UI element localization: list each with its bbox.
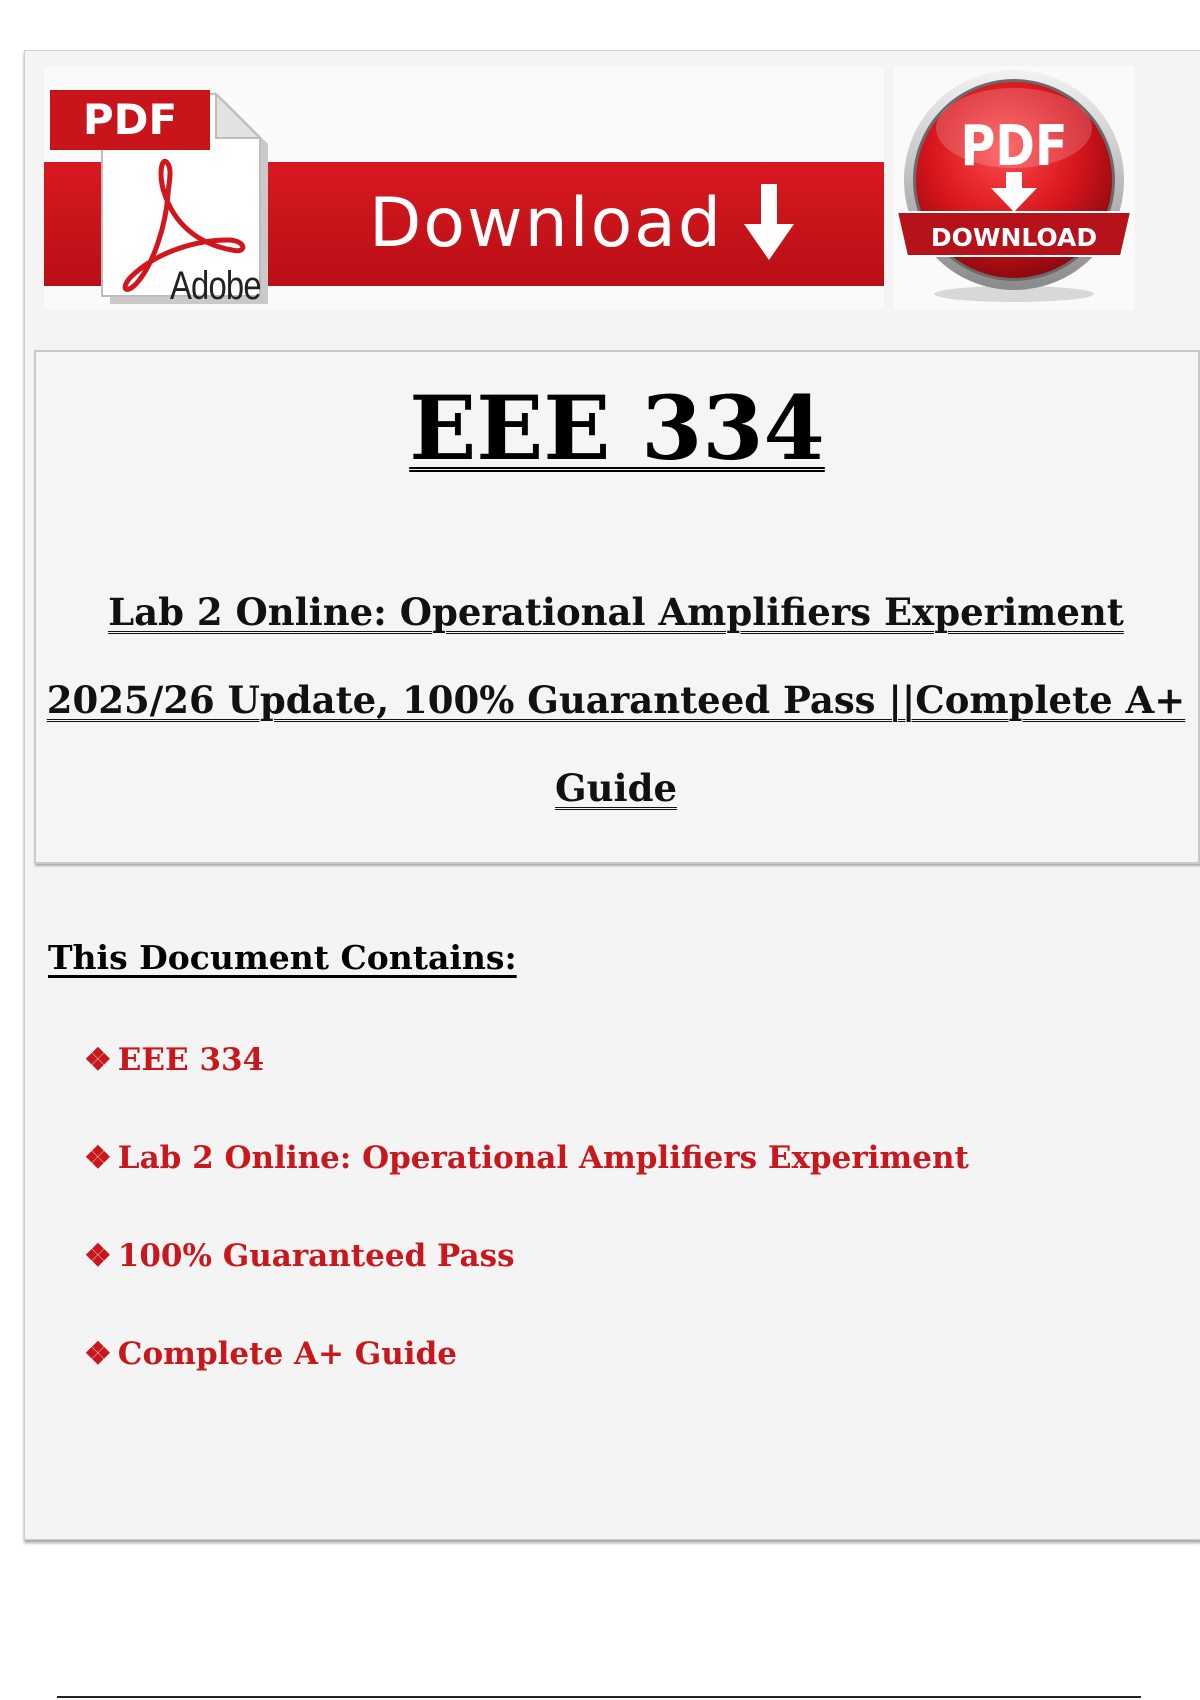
contents-heading: This Document Contains: xyxy=(48,938,517,977)
document-title-line-3: Guide xyxy=(555,766,677,810)
banner-download-label: Download xyxy=(369,184,724,263)
adobe-wordmark: Adobe xyxy=(170,264,261,308)
pdf-download-badge[interactable] xyxy=(893,66,1135,310)
title-box xyxy=(34,350,1200,864)
download-banner[interactable] xyxy=(44,66,884,310)
diamond-bullet-icon: ❖ xyxy=(84,1336,112,1372)
course-code-heading: EEE 334 xyxy=(409,376,825,480)
document-title-line-1: Lab 2 Online: Operational Amplifiers Experiment xyxy=(108,590,1124,634)
footer-divider xyxy=(57,1696,1141,1698)
badge-pdf-label: PDF xyxy=(960,114,1068,179)
pdf-tag-label: PDF xyxy=(82,95,178,144)
badge-circle-icon xyxy=(893,66,1135,310)
diamond-bullet-icon: ❖ xyxy=(84,1238,112,1274)
download-arrow-icon xyxy=(744,184,794,262)
contents-list-item: ❖ Complete A+ Guide xyxy=(84,1336,457,1372)
document-title-line-2: 2025/26 Update, 100% Guaranteed Pass ||Complete A+ xyxy=(46,678,1186,722)
contents-list-item: ❖ 100% Guaranteed Pass xyxy=(84,1238,515,1274)
contents-list-item: ❖ EEE 334 xyxy=(84,1042,265,1078)
diamond-bullet-icon: ❖ xyxy=(84,1042,112,1078)
diamond-bullet-icon: ❖ xyxy=(84,1140,112,1176)
contents-list-item: ❖ Lab 2 Online: Operational Amplifiers Experiment xyxy=(84,1140,969,1176)
pdf-file-icon xyxy=(50,74,280,310)
badge-download-label: DOWNLOAD xyxy=(930,223,1098,252)
